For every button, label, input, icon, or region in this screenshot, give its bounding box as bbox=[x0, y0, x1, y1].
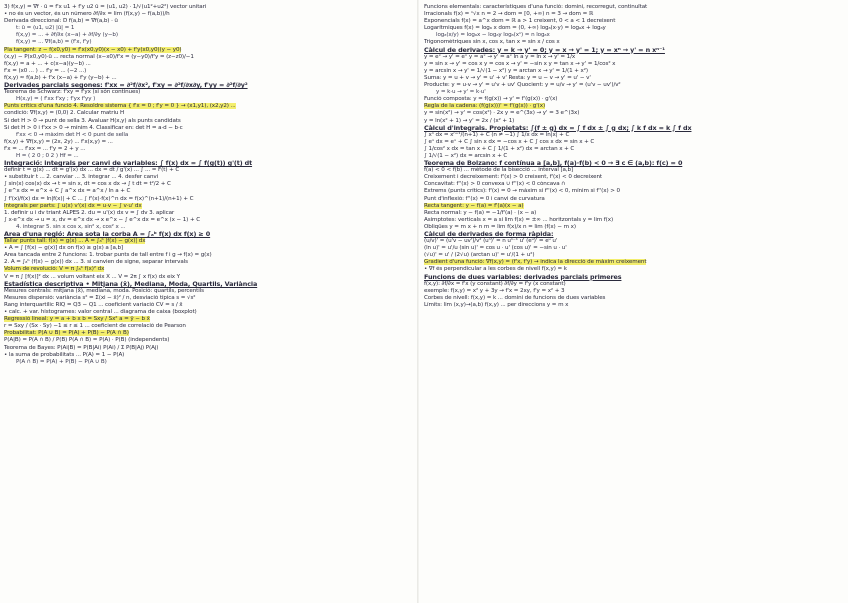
note-line bbox=[4, 217, 412, 224]
note-text: exemple: f(x,y) = x² y + 3y → f'x = 2xy, f'y = x² + 3 bbox=[424, 287, 565, 294]
note-text: Àrea tancada entre 2 funcions: 1. trobar punts de tall entre f i g → f(x) = g(x) bbox=[4, 252, 212, 259]
note-text: 1. definir u i dv triant ALPES 2. du = u'(x) dx v = ∫ dv 3. aplicar bbox=[4, 209, 175, 216]
note-line bbox=[424, 89, 844, 96]
note-text: y = k·u → y' = k·u' bbox=[436, 89, 486, 96]
note-text: Càlcul de derivades: y = k → y' = 0; y = x → y' = 1; y = xⁿ → y' = n xⁿ⁻¹ bbox=[424, 46, 665, 54]
note-text: y = ln(x² + 1) → y' = 2x / (x² + 1) bbox=[424, 117, 515, 124]
note-text: (u/v)' = (u'v − uv')/v² (uⁿ)' = n uⁿ⁻¹ u' (eᵘ)' = eᵘ u' bbox=[424, 238, 558, 245]
note-line bbox=[424, 224, 844, 231]
note-text: r = Sxy / (Sx · Sy) −1 ≤ r ≤ 1 ... coeficient de correlació de Pearson bbox=[4, 323, 186, 330]
note-text: ∫ x·e^x dx → u = x, dv = e^x dx → x e^x − ∫ e^x dx = e^x (x − 1) + C bbox=[4, 216, 201, 223]
note-line bbox=[424, 245, 844, 252]
note-text: Recta normal: y − f(a) = −1/f'(a) · (x − a) bbox=[424, 209, 537, 216]
note-text: (ln u)' = u'/u (sin u)' = cos u · u' (cos u)' = −sin u · u' bbox=[424, 245, 567, 252]
note-line bbox=[4, 146, 412, 153]
note-line bbox=[4, 25, 412, 32]
note-text: Rang interquartílic RIQ = Q3 − Q1 ... coeficient variació CV = s / x̄ bbox=[4, 301, 183, 308]
note-line bbox=[4, 295, 412, 302]
note-line bbox=[424, 110, 844, 117]
note-line bbox=[4, 82, 412, 89]
note-line bbox=[4, 238, 412, 245]
note-text: y = arcsin x → y' = 1/√(1 − x²) y = arctan x → y' = 1/(1 + x²) bbox=[424, 67, 588, 74]
note-text: Regressió lineal: y = a + b x b = Sxy / Sx² a = ȳ − b x̄ bbox=[4, 316, 150, 323]
note-line bbox=[424, 4, 844, 11]
note-text: Funcions de dues variables: derivades parcials primeres bbox=[424, 273, 622, 281]
note-text: • ∇f és perpendicular a les corbes de nivell f(x,y) = k bbox=[424, 266, 567, 273]
note-line bbox=[424, 288, 844, 295]
note-line bbox=[424, 188, 844, 195]
note-text: f(a) < 0 < f(b) ... mètode de la bisecció ... interval [a,b] bbox=[424, 167, 574, 174]
note-line bbox=[4, 337, 412, 344]
note-line bbox=[424, 252, 844, 259]
note-text: y = sin x → y' = cos x y = cos x → y' = −sin x y = tan x → y' = 1/cos² x bbox=[424, 60, 616, 67]
note-line bbox=[424, 118, 844, 125]
note-text: f'x = (x0 ... ) ... f'y = ... (−2 ...) bbox=[4, 67, 87, 74]
note-text: Càlcul d'integrals. Propietats: ∫(f ± g) dx = ∫ f dx ± ∫ g dx; ∫ k f dx = k ∫ f dx bbox=[424, 124, 692, 132]
note-line bbox=[424, 266, 844, 273]
note-line bbox=[4, 352, 412, 359]
note-line bbox=[424, 75, 844, 82]
left-column bbox=[4, 4, 412, 599]
note-text: ∫ xⁿ dx = xⁿ⁺¹/(n+1) + C (n ≠ −1) ∫ 1/x dx = ln|x| + C bbox=[424, 131, 570, 138]
note-text: • calc. + var. histogrames: valor central ... diagrama de caixa (boxplot) bbox=[4, 309, 197, 316]
note-line bbox=[4, 125, 412, 132]
note-text: Creixement i decreixement: f'(x) > 0 creixent, f'(x) < 0 decreixent bbox=[424, 174, 603, 181]
note-line bbox=[424, 82, 844, 89]
note-line bbox=[424, 295, 844, 302]
note-text: H(x,y) = ( f'xx f'xy ; f'yx f'yy ) bbox=[16, 96, 96, 103]
note-line bbox=[424, 68, 844, 75]
note-text: f(x,y) + ∇f(x,y) = (2x, 2y) ... f'x(x,y) = ... bbox=[4, 138, 113, 145]
note-text: Si det H > 0 → punt de sella 3. Avaluar H(x,y) als punts candidats bbox=[4, 117, 181, 124]
note-text: f(x,y) = ... ∇f(a,b) = (f'x, f'y) bbox=[16, 39, 92, 46]
note-line bbox=[4, 11, 412, 18]
note-line bbox=[4, 210, 412, 217]
note-line bbox=[424, 47, 844, 54]
note-line bbox=[4, 160, 412, 167]
note-text: f(x,y) = a + ... + c(x−a)(y−b) ... bbox=[4, 60, 91, 67]
note-text: V = π ∫ [f(x)]² dx ... volum voltant eix X ... V = 2π ∫ x f(x) dx eix Y bbox=[4, 273, 180, 280]
note-text: Teorema de Schwarz: f'xy = f'yx (si són contínues) bbox=[4, 89, 141, 96]
note-text: P(A ∩ B) = P(A) + P(B) − P(A ∪ B) bbox=[16, 358, 107, 365]
note-text: t: ū = (u1, u2) |ū| = 1 bbox=[16, 25, 75, 32]
note-text: f'xx < 0 → màxim det H < 0 punt de sella bbox=[16, 131, 129, 138]
note-line bbox=[4, 89, 412, 96]
note-line bbox=[4, 330, 412, 337]
note-text: Mesures dispersió: variància s² = Σ(xi − x̄)² / n, desviació típica s = √s² bbox=[4, 294, 196, 301]
note-text: • la suma de probabilitats ... P(Ā) = 1 − P(A) bbox=[4, 351, 125, 358]
note-text: y = eˣ → y' = eˣ y = aˣ → y' = aˣ ln a y = ln x → y' = 1/x bbox=[424, 53, 576, 60]
note-text: Àrea d'una regió: Àrea sota la corba A = ∫ₐᵇ f(x) dx f(x) ≥ 0 bbox=[4, 231, 211, 238]
note-line bbox=[424, 302, 844, 309]
note-line bbox=[4, 323, 412, 330]
note-line bbox=[4, 4, 412, 11]
note-text: Punt d'inflexió: f''(x) = 0 i canvi de curvatura bbox=[424, 195, 545, 202]
note-text: ∫ 1/√(1 − x²) dx = arcsin x + C bbox=[424, 152, 508, 159]
note-line bbox=[4, 224, 412, 231]
note-line bbox=[4, 96, 412, 103]
note-line bbox=[424, 238, 844, 245]
note-line bbox=[4, 32, 412, 39]
right-column bbox=[424, 4, 844, 599]
note-line bbox=[4, 110, 412, 117]
note-line bbox=[424, 203, 844, 210]
note-line bbox=[4, 196, 412, 203]
note-line bbox=[424, 139, 844, 146]
note-text: Producte: y = u·v → y' = u'v + uv' Quocient: y = u/v → y' = (u'v − uv')/v² bbox=[424, 82, 621, 89]
note-line bbox=[424, 25, 844, 32]
note-text: Integració: integrals per canvi de variables: ∫ f(x) dx = ∫ f(g(t)) g'(t) dt bbox=[4, 160, 253, 168]
note-line bbox=[4, 359, 412, 366]
note-line bbox=[424, 61, 844, 68]
note-text: Si det H > 0 i f'xx > 0 → mínim 4. Classificar en: det H = a·d − b·c bbox=[4, 124, 183, 131]
note-text: Mesures centrals: mitjana (x̄), mediana, moda. Posició: quartils, percentils bbox=[4, 287, 204, 294]
note-line bbox=[424, 217, 844, 224]
note-text: y = sin(x²) → y' = cos(x²) · 2x y = e^(3x) → y' = 3 e^(3x) bbox=[424, 110, 580, 117]
note-text: Recta tangent: y − f(a) = f'(a)(x − a) bbox=[424, 202, 524, 209]
note-text: ∫ 1/cos² x dx = tan x + C ∫ 1/(1 + x²) dx = arctan x + C bbox=[424, 145, 575, 152]
note-line bbox=[4, 39, 412, 46]
note-line bbox=[4, 47, 412, 54]
note-line bbox=[4, 345, 412, 352]
note-text: f'x = ... f'xx = ... f'y = 2 + y ... bbox=[4, 145, 86, 152]
note-line bbox=[4, 103, 412, 110]
note-line bbox=[4, 68, 412, 75]
note-line bbox=[4, 316, 412, 323]
note-text: • substituir t ... 2. canviar ... 3. integrar ... 4. desfer canvi bbox=[4, 174, 159, 181]
note-line bbox=[4, 231, 412, 238]
note-line bbox=[4, 252, 412, 259]
note-text: f(x,y): ∂f/∂x = f'x (y constant) ∂f/∂y = f'y (x constant) bbox=[424, 280, 566, 287]
note-line bbox=[4, 245, 412, 252]
note-text: Asímptotes: verticals x = a si lim f(x) = ±∞ ... horitzontals y = lim f(x) bbox=[424, 216, 614, 223]
note-text: Derivades parcials segones: f'xx = ∂²f/∂x², f'xy = ∂²f/∂x∂y, f'yy = ∂²f/∂y² bbox=[4, 82, 248, 90]
note-line bbox=[424, 54, 844, 61]
note-text: Funcions elementals: característiques d'una funció: domini, recorregut, continuïtat bbox=[424, 4, 648, 10]
note-line bbox=[4, 174, 412, 181]
note-line bbox=[424, 39, 844, 46]
note-line bbox=[424, 125, 844, 132]
note-line bbox=[424, 18, 844, 25]
note-line bbox=[4, 288, 412, 295]
note-text: Gradient d'una funció: ∇f(x,y) = (f'x, f'y) → indica la direcció de màxim creixement bbox=[424, 259, 647, 266]
note-text: Funció composta: y = f(g(x)) → y' = f'(g(x)) · g'(x) bbox=[424, 96, 558, 103]
note-text: Teorema de Bayes: P(Ai|B) = P(B|Ai) P(Ai) / Σ P(B|Aj) P(Aj) bbox=[4, 344, 159, 351]
note-text: Extrems (punts crítics): f'(x) = 0 → màxim si f''(x) < 0, mínim si f''(x) > 0 bbox=[424, 188, 620, 195]
note-line bbox=[424, 32, 844, 39]
note-text: ∫ e^x dx = e^x + C ∫ a^x dx = a^x / ln a + C bbox=[4, 188, 131, 195]
note-text: logₐ(x/y) = logₐx − logₐy logₐ(xⁿ) = n logₐx bbox=[436, 32, 550, 39]
note-line bbox=[424, 96, 844, 103]
note-text: 3) f(x,y) = ∇f · ū = f'x u1 + f'y u2 ū = (u1, u2) · 1/√(u1²+u2²) vector unitari bbox=[4, 4, 207, 10]
note-text: P(A|B) = P(A ∩ B) / P(B) P(A ∩ B) = P(A) · P(B) (independents) bbox=[4, 337, 170, 344]
note-line bbox=[424, 174, 844, 181]
note-line bbox=[4, 309, 412, 316]
page-fold bbox=[417, 0, 419, 603]
note-line bbox=[424, 11, 844, 18]
note-text: Integrals per parts: ∫ u(x) v'(x) dx = u·v − ∫ v·u' dx bbox=[4, 202, 142, 209]
note-line bbox=[4, 61, 412, 68]
note-line bbox=[424, 153, 844, 160]
note-text: Corbes de nivell: f(x,y) = k ... domini de funcions de dues variables bbox=[424, 294, 606, 301]
note-line bbox=[424, 259, 844, 266]
note-text: f(x,y) = ... + ∂f/∂x (x−a) + ∂f/∂y (y−b) bbox=[16, 32, 118, 39]
note-text: (√u)' = u' / (2√u) (arctan u)' = u'/(1 + u²) bbox=[424, 252, 535, 259]
note-text: (x,y) − P(x0,y0)·ū ... recta normal (x−x0)/f'x = (y−y0)/f'y = (z−z0)/−1 bbox=[4, 53, 194, 60]
note-line bbox=[424, 146, 844, 153]
note-text: Trigonomètriques sin x, cos x, tan x = sin x / cos x bbox=[424, 39, 560, 46]
note-line bbox=[4, 54, 412, 61]
note-text: Límits: lim (x,y)→(a,b) f(x,y) ... per direccions y = m x bbox=[424, 301, 569, 308]
note-text: Obliqües y = m x + n m = lim f(x)/x n = lim (f(x) − m x) bbox=[424, 223, 576, 230]
note-line bbox=[424, 160, 844, 167]
note-text: f(x,y) ≈ f(a,b) + f'x (x−a) + f'y (y−b) + ... bbox=[4, 74, 117, 81]
note-text: Punts crítics d'una funció 4. Resoldre sistema { f'x = 0 ; f'y = 0 } → (x1,y1), (x2,y2) ... bbox=[4, 103, 236, 110]
note-line bbox=[424, 196, 844, 203]
note-text: definir t = g(x) ... dt = g'(x) dx ... dx = dt / g'(x) ... ∫ ... = F(t) + C bbox=[4, 167, 180, 174]
note-line bbox=[4, 188, 412, 195]
note-text: Teorema de Bolzano: f contínua a [a,b], f(a)·f(b) < 0 → ∃ c ∈ (a,b): f(c) = 0 bbox=[424, 160, 683, 168]
note-text: Càlcul de derivades de forma ràpida: bbox=[424, 231, 554, 238]
note-text: 2. A = ∫ₐᵇ (f(x) − g(x)) dx ... 3. si canvien de signe, separar intervals bbox=[4, 259, 188, 266]
note-line bbox=[4, 18, 412, 25]
note-text: ∫ eˣ dx = eˣ + C ∫ sin x dx = −cos x + C ∫ cos x dx = sin x + C bbox=[424, 138, 595, 145]
note-text: Exponencials f(x) = a^x dom = ℝ a > 1 creixent, 0 < a < 1 decreixent bbox=[424, 18, 616, 25]
note-text: • A = ∫ [f(x) − g(x)] dx on f(x) ≥ g(x) a [a,b] bbox=[4, 245, 123, 252]
note-text: Suma: y = u + v → y' = u' + v' Resta: y = u − v → y' = u' − v' bbox=[424, 74, 591, 81]
note-text: Concavitat: f''(x) > 0 convexa ∪ f''(x) < 0 còncava ∩ bbox=[424, 181, 566, 188]
note-line bbox=[4, 75, 412, 82]
note-text: condició: ∇f(x,y) = (0,0) 2. Calcular matriu H bbox=[4, 110, 125, 117]
note-line bbox=[424, 167, 844, 174]
note-line bbox=[424, 103, 844, 110]
note-line bbox=[4, 132, 412, 139]
note-line bbox=[4, 153, 412, 160]
note-text: ∫ sin(x) cos(x) dx → t = sin x, dt = cos x dx → ∫ t dt = t²/2 + C bbox=[4, 181, 171, 188]
note-text: Volum de revolució: V = π ∫ₐᵇ f(x)² dx bbox=[4, 266, 105, 273]
note-text: H = ( 2 0 ; 0 2 ) Hf = ... bbox=[16, 152, 79, 159]
note-text: • no és un vector, és un número ∂f/∂x = lim (f(x,y) − f(a,b))/h bbox=[4, 11, 170, 18]
note-text: Probabilitat: P(A ∪ B) = P(A) + P(B) − P(A ∩ B) bbox=[4, 330, 129, 337]
note-text: Pla tangent: z − f(x0,y0) = f'x(x0,y0)(x − x0) + f'y(x0,y0)(y − y0) bbox=[4, 46, 182, 53]
note-line bbox=[4, 118, 412, 125]
note-text: Estadística descriptiva • Mitjana (x̄), Mediana, Moda, Quartils, Variància bbox=[4, 280, 258, 288]
note-line bbox=[424, 231, 844, 238]
note-line bbox=[4, 259, 412, 266]
note-text: Derivada direccional: D f(a,b) = ∇f(a,b) · ū bbox=[4, 18, 118, 25]
note-line bbox=[424, 210, 844, 217]
note-line bbox=[424, 181, 844, 188]
note-line bbox=[4, 167, 412, 174]
note-line bbox=[4, 181, 412, 188]
note-line bbox=[4, 274, 412, 281]
note-text: 4. integrar 5. sin x cos x, sin² x, cos² x ... bbox=[16, 223, 126, 230]
note-text: ∫ f'(x)/f(x) dx = ln|f(x)| + C ... ∫ f'(x)·f(x)^n dx = f(x)^(n+1)/(n+1) + C bbox=[4, 195, 194, 202]
note-text: Logarítmiques f(x) = logₐ x dom = (0, +∞) logₐ(x·y) = logₐx + logₐy bbox=[424, 25, 606, 32]
note-line bbox=[424, 274, 844, 281]
note-line bbox=[4, 266, 412, 273]
note-line bbox=[4, 139, 412, 146]
note-line bbox=[4, 203, 412, 210]
note-text: Regla de la cadena: (f(g(x)))' = f'(g(x)) · g'(x) bbox=[424, 103, 546, 110]
note-line bbox=[4, 281, 412, 288]
note-text: Irracionals f(x) = ⁿ√x n = 2 → dom = [0, +∞) n = 3 → dom = ℝ bbox=[424, 11, 594, 18]
note-line bbox=[4, 302, 412, 309]
note-text: Tallar punts tall: f(x) = g(x) ... A = ∫ₐᵇ |f(x) − g(x)| dx bbox=[4, 238, 146, 245]
note-line bbox=[424, 281, 844, 288]
note-line bbox=[424, 132, 844, 139]
